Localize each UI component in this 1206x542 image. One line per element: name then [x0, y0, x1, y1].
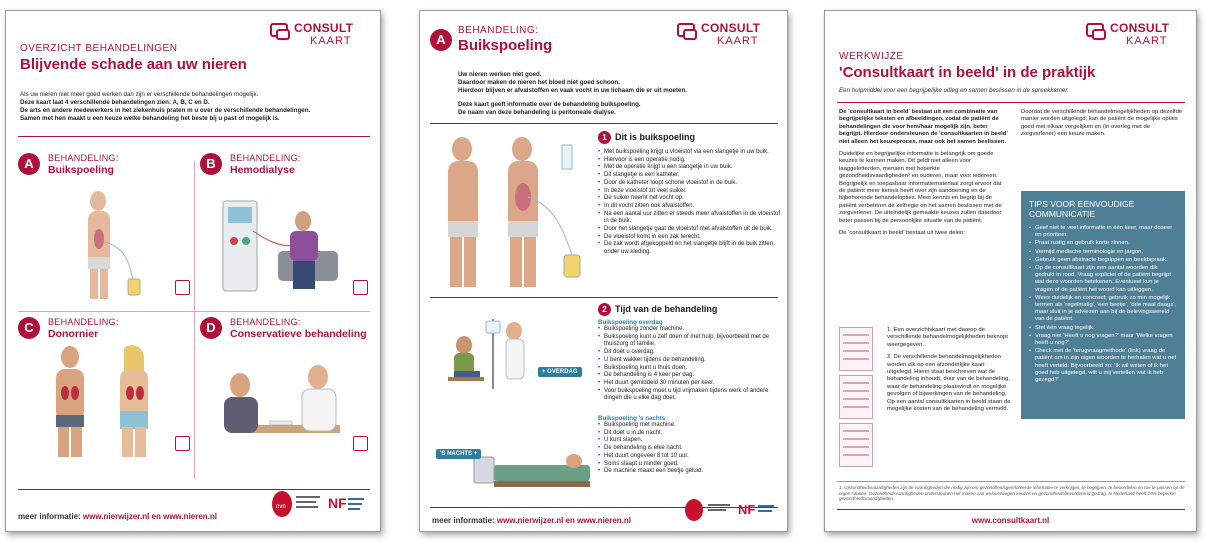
hemodialysis-illustration — [218, 191, 348, 301]
grid-divider-horizontal — [18, 311, 370, 312]
checkbox[interactable] — [353, 436, 368, 451]
divider — [837, 509, 1185, 510]
section-1-title — [598, 131, 695, 144]
consultkaart-logo — [677, 21, 765, 51]
divider — [430, 297, 778, 298]
body-paragraph: Duidelijke en begrijpelijke informatie is belangrijk om goede keuzes te kunnen maken. Dit geldt niet alleen voor laaggeletterden, mensen met beperkte gezondheidsvaardigheden¹ en ouderen, maar voor iedereen. Begrijpelijk en toepasbaar informatiemateriaal zorgt ervoor dat de patiënt meer kennis heeft over zijn aandoening en de bijbehorende behandelopties. Meer kennis en begrip bij de patiënt verbeteren de zelfregie en het samen beslissen met de zorgverlener. De uiteindelijk gemaakte keuzes zullen daardoor beter passen bij de persoonlijke situatie van de patiënt. — [839, 151, 1002, 224]
section-number: 1 — [598, 131, 611, 144]
night-exchange-illustration — [434, 439, 594, 495]
letter-badge: A — [430, 29, 452, 51]
list-item: • Buikspoeling kunt u zelf doen of met hulp, bijvoorbeeld met de thuiszorg of familie. — [598, 334, 780, 349]
grid-divider-vertical — [194, 161, 195, 479]
tip-item: • Check met de 'terugvraagmethode' (link) vraag de patiënt om in zijn eigen woorden te herhalen wat u net heeft verteld. Bijvoorbeeld zo: 'Ik wil weten of ik het goed heb uitgelegd, wilt u mij vertellen wat ik heb gezegd?' — [1029, 348, 1177, 384]
footnote: 1. Gezondheidsvaardigheden zijn de vaardigheden die nodig zijn om gezondheidsgerelateerde informatie te verkrijgen, te begrijpen, te beoordelen en toe te passen op de eigen situatie. Gezondheidsvaardigheden ondersteunen het maken van weloverwogen keuzes en gezondheidsbevorderend gedrag. In Nederland heeft 29% beperkte gezondheidsvaardigheden. — [839, 485, 1185, 502]
overview-kicker: OVERZICHT BEHANDELINGEN — [20, 43, 178, 54]
logo-line-1: CONSULT — [1110, 21, 1170, 35]
list-item: • Door het slangetje gaat de vloeistof met afvalstoffen uit de buik. — [598, 226, 780, 234]
tag-night: 'S NACHTS + — [436, 449, 481, 459]
letter-badge: A — [18, 153, 40, 175]
partner-logos — [682, 496, 782, 529]
section-2-title — [598, 303, 717, 316]
list-item: • Dit slangetje is een katheter. — [598, 172, 780, 180]
intro-line: Samen met hen maakt u een keuze welke behandeling het beste bij u past of mogelijk is. — [20, 115, 280, 122]
speech-bubble-icon-2 — [276, 29, 290, 40]
section-1-list — [598, 149, 780, 257]
donor-kidney-illustration — [32, 345, 172, 465]
overview-title: Blijvende schade aan uw nieren — [20, 56, 247, 73]
list-item: • Het duurt gemiddeld 30 minuten per keer. — [598, 380, 780, 388]
treatment-card-thumbnail — [839, 375, 873, 419]
tip-item: • Vraag niet 'Heeft u nog vragen?' maar 'Welke vragen heeft u nog?' — [1029, 333, 1177, 347]
parts-intro: De 'consultkaart in beeld' bestaat uit twee delen: — [839, 230, 966, 237]
right-intro-text: Doordat de verschillende behandelmogelijkheden op dezelfde manier worden uitgelegd, kan de patiënt de mogelijke opties goed met elkaar vergelijken en (in overleg met de zorgverlener) een keuze maken. — [1021, 109, 1183, 138]
card-kicker: BEHANDELING: — [458, 25, 539, 36]
part-item: 2. De verschillende behandelmogelijkheden worden elk op een afzonderlijke kaart uitgelegd. Hierin staat beschreven wat de behandeling inhoudt, duur van de behandeling, waar de behandeling plaatsvindt en mogelijke gevolgen of bijwerkingen van de behandeling. Op een aantal consultkaarten in beeld staan de mogelijke kosten van de behandeling vermeld. — [887, 354, 1011, 413]
intro-line: Daardoor maken de nieren het bloed niet goed schoon. — [458, 79, 620, 86]
intro-line: De arts en andere medewerkers in het ziekenhuis praten m u over de verschillende behandelingen. — [20, 107, 311, 114]
tip-item: • Geef niet te veel informatie in één keer, maar doseer en prioriteer. — [1029, 225, 1177, 239]
cell-caption: BEHANDELING: — [48, 317, 119, 327]
divider — [837, 102, 1185, 103]
list-item: • De vloeistof komt in een zak terecht. — [598, 234, 780, 242]
divider — [18, 136, 370, 137]
speech-bubble-icon-2 — [1092, 29, 1106, 40]
list-item: • De behandeling is 4 keer per dag. — [598, 372, 780, 380]
list-item: • Buikspoeling zonder machine. — [598, 326, 780, 334]
logo-line-1: CONSULT — [701, 21, 761, 35]
partner-logos — [268, 488, 368, 525]
consultkaart-logo — [270, 21, 358, 51]
daytime-title: Buikspoeling overdag — [598, 319, 663, 326]
tip-item: • Gebruik geen abstracte begrippen en beeldspraak. — [1029, 257, 1177, 264]
nf-mark: NF — [738, 502, 756, 517]
logo-line-2: KAART — [1126, 35, 1168, 47]
part-item: 1. Een overzichtskaart met daarop de verschillende behandelmogelijkheden beknopt weergegeven. — [887, 327, 1008, 348]
right-intro — [1021, 109, 1185, 144]
tag-daytime: + OVERDAG — [538, 367, 582, 377]
cell-caption: BEHANDELING: — [230, 317, 301, 327]
list-item: • Het duurt ongeveer 8 tot 10 uur. — [598, 453, 780, 461]
list-item: • Dit doet u overdag. — [598, 349, 780, 357]
tip-item: • Praat rustig en gebruik korte zinnen. — [1029, 240, 1177, 247]
daytime-exchange-illustration — [434, 315, 552, 395]
footer-label: meer informatie: — [18, 512, 81, 521]
list-item: • Met buikspoeling krijgt u vloeistof via een slangetje in uw buik. — [598, 149, 780, 157]
left-column — [839, 109, 1009, 243]
list-item: • Buikspoeling kunt u thuis doen. — [598, 365, 780, 373]
treatment-cell-a[interactable] — [18, 153, 190, 303]
list-item: • Met de operatie krijgt u een slangetje in uw buik. — [598, 164, 780, 172]
tip-item: • Vermijd medische terminologie en jargon. — [1029, 249, 1177, 256]
list-item: • De behandeling is elke nacht. — [598, 445, 780, 453]
intro-line: Deze kaart geeft informatie over de behandeling buikspoeling. — [458, 101, 641, 108]
cell-caption: BEHANDELING: — [48, 153, 119, 163]
list-item: • U kunt slapen. — [598, 437, 780, 445]
footer-links[interactable]: www.nierwijzer.nl en www.nieren.nl — [82, 512, 218, 521]
divider — [430, 123, 778, 124]
treatment-card-thumbnail — [839, 423, 873, 467]
footer-link[interactable]: www.consultkaart.nl — [971, 516, 1050, 525]
method-card — [824, 10, 1197, 532]
nf-mark: NF — [328, 495, 347, 511]
list-item: • Voor buikspoeling moet u tijd vrijmaken tijdens werk of andere dingen die u elke dag doet. — [598, 388, 780, 403]
tip-item: • Stel één vraag tegelijk. — [1029, 325, 1177, 332]
night-list — [598, 422, 780, 476]
method-title: 'Consultkaart in beeld' in de praktijk — [839, 64, 1096, 81]
logo-line-1: CONSULT — [294, 21, 354, 35]
parts-list — [887, 327, 1011, 418]
section-number: 2 — [598, 303, 611, 316]
list-item: • Na een aantal uur zitten er steeds meer afvalstoffen in de vloeistof in de buik. — [598, 211, 780, 226]
checkbox[interactable] — [175, 280, 190, 295]
letter-badge: D — [200, 317, 222, 339]
daytime-list — [598, 326, 780, 403]
nvn-mark: nvn — [276, 504, 286, 510]
treatment-card-a — [419, 10, 788, 532]
list-item: • Buikspoeling met machine. — [598, 422, 780, 430]
logo-line-2: KAART — [310, 35, 352, 47]
consultation-illustration — [210, 355, 350, 455]
tips-box — [1021, 191, 1185, 419]
list-item: • In deze vloeistof zit veel suiker. — [598, 188, 780, 196]
section-title-text: Dit is buikspoeling — [615, 132, 696, 142]
intro-line: Deze kaart laat 4 verschillende behandelingen zien: A, B, C en D. — [20, 99, 210, 106]
footer — [18, 512, 217, 521]
night-section — [598, 415, 780, 476]
card-intro — [458, 71, 778, 117]
list-item: • In dit vocht zitten ook afvalstoffen. — [598, 203, 780, 211]
checkbox[interactable] — [175, 436, 190, 451]
cell-name: Buikspoeling — [48, 164, 114, 176]
list-item: • Door de katheter loopt schone vloeistof in de buik. — [598, 180, 780, 188]
overview-intro — [20, 91, 372, 123]
daytime-section — [598, 319, 780, 403]
partner-logos-graphic — [682, 496, 782, 524]
tips-title: TIPS VOOR EENVOUDIGE COMMUNICATIE — [1029, 199, 1135, 219]
tip-item: • Wees duidelijk en concreet; gebruik zo min mogelijk termen als 'regelmatig', 'een beetje', 'drie maal daags', maar sluit in je adviezen aan bij de belevingswereld van de patiënt. — [1029, 295, 1177, 324]
lead-paragraph: De 'consultkaart in beeld' bestaat uit een combinatie van begrijpelijke teksten en afbeeldingen, zodat de patiënt de behandelingen die voor hem/haar mogelijk zijn, beter begrijpt. Hierdoor ondersteunen de 'consultkaarten in beeld' niet alleen het keuzeproces, maar ook het samen beslissen. — [839, 109, 1008, 145]
partner-logos-graphic — [268, 488, 368, 520]
list-item: • De machine maakt een beetje geluid. — [598, 468, 780, 476]
treatment-cell-d[interactable] — [200, 317, 370, 467]
intro-line: Hierdoor blijven er afvalstoffen en vaak vocht in uw lichaam die er uit moeten. — [458, 87, 687, 94]
cell-caption: BEHANDELING: — [230, 153, 301, 163]
treatment-cell-c[interactable] — [18, 317, 190, 467]
letter-badge: C — [18, 317, 40, 339]
method-subtitle: Een hulpmiddel voor een begrijpelijke uitleg en samen beslissen in de spreekkamer. — [839, 87, 1069, 94]
letter-badge: B — [200, 153, 222, 175]
intro-line: Uw nieren werken niet goed. — [458, 71, 542, 78]
list-item: • Dit doet u in de nacht. — [598, 430, 780, 438]
card-title: Buikspoeling — [458, 37, 553, 54]
list-item: • De zak wordt afgekoppeld en het slangetje blijft in de buik zitten, onder uw kleding. — [598, 241, 780, 256]
footer-label: meer informatie: — [432, 516, 495, 525]
section-title-text: Tijd van de behandeling — [615, 304, 718, 314]
card-thumbnails — [839, 327, 875, 471]
cell-name: Donornier — [48, 328, 99, 340]
footer — [432, 516, 631, 525]
overview-card — [5, 10, 381, 532]
tips-list — [1029, 225, 1177, 384]
cell-name: Conservatieve behandeling — [230, 328, 367, 340]
intro-line: De naam van deze behandeling is peritoneale dialyse. — [458, 109, 616, 116]
list-item: • De suiker neemt het vocht op. — [598, 195, 780, 203]
abdomen-illustration — [432, 135, 592, 295]
list-item: • U bent wakker tijdens de behandeling. — [598, 357, 780, 365]
night-title: Buikspoeling 's nachts — [598, 415, 666, 422]
footer-links[interactable]: www.nierwijzer.nl en www.nieren.nl — [496, 516, 632, 525]
checkbox[interactable] — [353, 280, 368, 295]
peritoneal-dialysis-illustration — [78, 191, 158, 301]
logo-line-2: KAART — [717, 35, 759, 47]
list-item: • Soms slaapt u minder goed. — [598, 461, 780, 469]
consultkaart-logo — [1086, 21, 1174, 51]
tip-item: • Op de consultkaart zijn een aantal woorden dik gedrukt in rood. Vraag expliciet of de patiënt begrijpt wat deze woorden betekenen. Eventueel kun je vragen of de patiënt het woord kan uitleggen. — [1029, 265, 1177, 294]
divider — [837, 481, 1185, 482]
speech-bubble-icon-2 — [683, 29, 697, 40]
list-item: • Hiervoor is een operatie nodig. — [598, 157, 780, 165]
method-kicker: WERKWIJZE — [839, 51, 904, 62]
treatment-cell-b[interactable] — [200, 153, 370, 303]
intro-line: Als uw nieren niet meer goed werken dan zijn er verschillende behandelingen mogelijk. — [20, 91, 259, 98]
cell-name: Hemodialyse — [230, 164, 295, 176]
overview-card-thumbnail — [839, 327, 873, 371]
